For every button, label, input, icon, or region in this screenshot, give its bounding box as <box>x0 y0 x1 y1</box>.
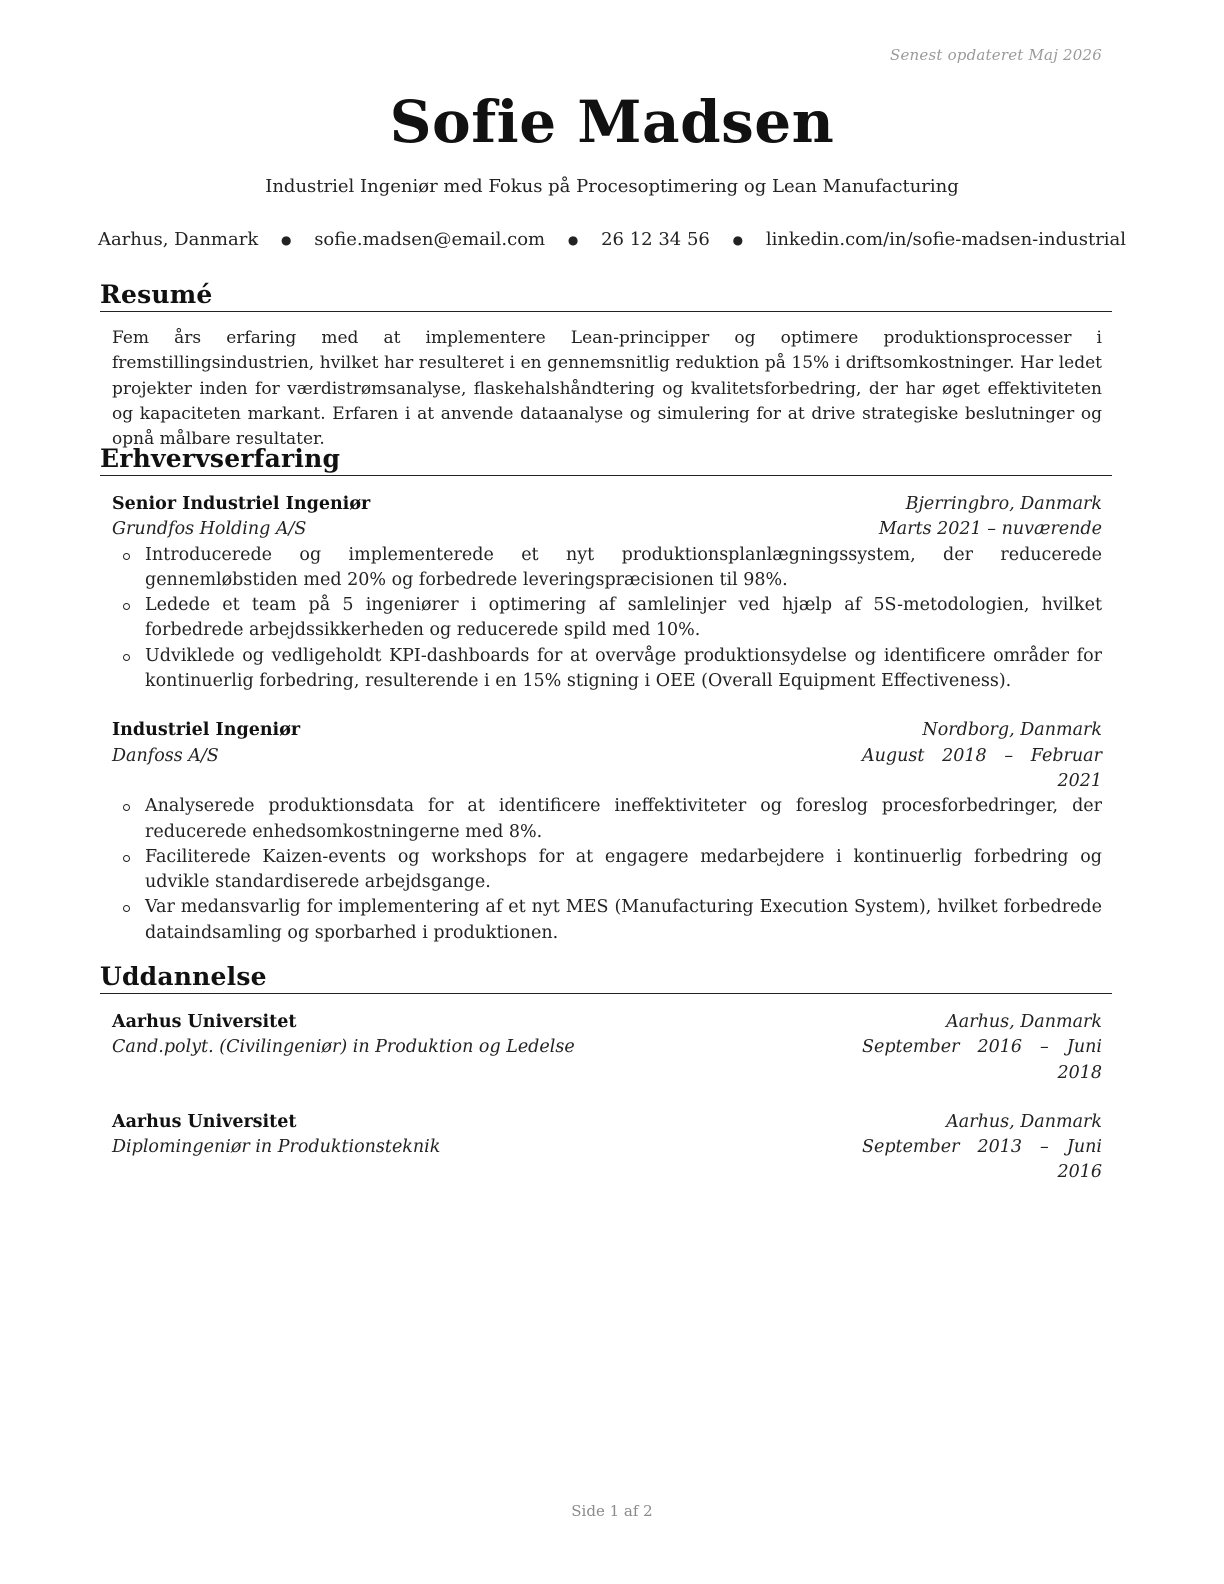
circle-bullet-icon <box>123 804 130 811</box>
job-role: Senior Industriel Ingeniør <box>112 494 371 514</box>
education-degree: Diplomingeniør in Produktionsteknik <box>112 1137 441 1158</box>
contact-email[interactable]: sofie.madsen@email.com <box>314 229 546 250</box>
education-dates: September 2013 – Juni 2016 <box>862 1137 1102 1183</box>
job-entry <box>112 718 1102 946</box>
education-entry <box>112 1110 1102 1186</box>
job-location: Bjerringbro, Danmark <box>905 494 1102 514</box>
circle-bullet-icon <box>123 905 130 912</box>
page-number: Side 1 af 2 <box>571 1502 653 1520</box>
job-dates: Marts 2021 – nuværende <box>878 519 1102 540</box>
job-role: Industriel Ingeniør <box>112 720 301 741</box>
job-bullets <box>112 794 1102 946</box>
summary-section <box>100 280 1112 452</box>
summary-text: Fem års erfaring med at implementere Lean-principper og optimere produktionsprocesser i fremstillingsindustrien, hvilket har resulteret i en gennemsnitlig reduktion på 15% i driftsomkostninger. Har ledet projekter inden for værdistrømsanalyse, flaskehalshåndtering og kvalitetsforbedring, der har øget effektiviteten og kapaciteten markant. Erfaren i at anvende dataanalyse og simulering for at drive strategiske beslutninger og opnå målbare resultater. <box>112 328 1102 450</box>
job-company: Grundfos Holding A/S <box>112 519 307 540</box>
contact-line <box>0 227 1224 253</box>
education-location: Aarhus, Danmark <box>946 1012 1102 1032</box>
job-entry <box>112 492 1102 694</box>
circle-bullet-icon <box>123 855 130 862</box>
education-section <box>100 962 1112 1186</box>
page-title: Sofie Madsen <box>389 88 835 156</box>
tagline: Industriel Ingeniør med Fokus på Procesoptimering og Lean Manufacturing <box>265 176 959 197</box>
section-title-summary: Resumé <box>100 280 1112 312</box>
education-location: Aarhus, Danmark <box>946 1111 1102 1132</box>
job-location: Nordborg, Danmark <box>922 720 1102 741</box>
education-degree: Cand.polyt. (Civilingeniør) in Produktion og Ledelse <box>112 1037 575 1058</box>
section-title-education: Uddannelse <box>100 962 1112 994</box>
job-company: Danfoss A/S <box>112 745 219 766</box>
list-item: Faciliterede Kaizen-events og workshops for at engagere medarbejdere i kontinuerlig forbedring og udvikle standardiserede arbejdsgange. <box>145 845 1102 896</box>
last-updated: Senest opdateret Maj 2026 <box>889 46 1102 64</box>
contact-location: Aarhus, Danmark <box>97 229 259 250</box>
list-item: Var medansvarlig for implementering af et nyt MES (Manufacturing Execution System), hvilket forbedrede dataindsamling og sporbarhed i produktionen. <box>145 895 1102 946</box>
section-title-experience: Erhvervserfaring <box>100 444 1112 476</box>
bullet-separator-icon: ● <box>567 233 579 247</box>
circle-bullet-icon <box>123 553 130 560</box>
contact-linkedin[interactable]: linkedin.com/in/sofie-madsen-industrial <box>765 229 1127 250</box>
list-item: Ledede et team på 5 ingeniører i optimering af samlelinjer ved hjælp af 5S-metodologien, hvilket forbedrede arbejdssikkerheden og reducerede spild med 10%. <box>145 593 1102 644</box>
job-bullets <box>112 543 1102 695</box>
job-dates: August 2018 – Februar 2021 <box>862 745 1102 791</box>
education-school: Aarhus Universitet <box>112 1012 297 1032</box>
education-school: Aarhus Universitet <box>112 1111 297 1132</box>
list-item: Udviklede og vedligeholdt KPI-dashboards for at overvåge produktionsydelse og identificere områder for kontinuerlig forbedring, resulterende i en 15% stigning i OEE (Overall Equipment Effectiveness). <box>145 644 1102 695</box>
circle-bullet-icon <box>123 603 130 610</box>
bullet-separator-icon: ● <box>280 233 292 247</box>
circle-bullet-icon <box>123 654 130 661</box>
experience-section <box>100 444 1112 946</box>
education-entry <box>112 1010 1102 1086</box>
contact-phone: 26 12 34 56 <box>601 229 710 250</box>
list-item: Introducerede og implementerede et nyt produktionsplanlægningssystem, der reducerede gennemløbstiden med 20% og forbedrede leveringspræcisionen til 98%. <box>145 543 1102 594</box>
list-item: Analyserede produktionsdata for at identificere ineffektiviteter og foreslog procesforbedringer, der reducerede enhedsomkostningerne med 8%. <box>145 794 1102 845</box>
bullet-separator-icon: ● <box>732 233 744 247</box>
education-dates: September 2016 – Juni 2018 <box>862 1037 1102 1083</box>
